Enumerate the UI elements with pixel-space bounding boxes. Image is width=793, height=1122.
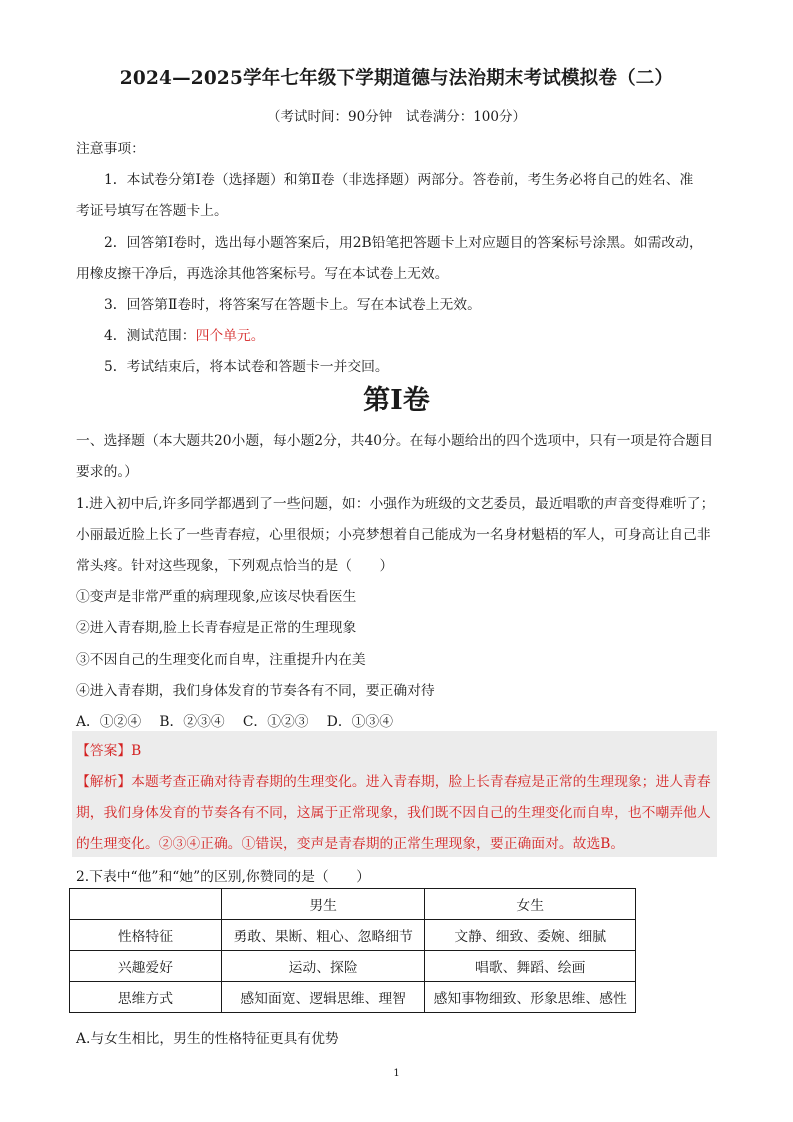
notice-item-4 [104,324,265,344]
q1-stem-b: 小丽最近脸上长了一些青春痘，心里很烦；小亮梦想着自己能成为一名身材魁梧的军人，可身高让自己非 [76,527,711,543]
table-row [70,982,636,1013]
notice-heading: 注意事项： [76,141,145,157]
q2-option-a: A.与女生相比，男生的性格特征更具有优势 [76,1031,339,1047]
table-cell: 思维方式 [70,982,222,1013]
q1-analysis-b: 期，我们身体发育的节奏各有不同，这属于正常现象，我们既不因自己的生理变化而自卑，也不嘲弄他人 [76,805,711,821]
table-row [70,951,636,982]
table-cell: 感知事物细致、形象思维、感性 [425,982,636,1013]
q1-answer-box [72,731,717,857]
exam-subtitle: （考试时间：90分钟 试卷满分：100分） [267,109,526,125]
table-header-cell: 女生 [425,889,636,920]
table-row [70,920,636,951]
q1-analysis-a: 【解析】本题考查正确对待青春期的生理变化。进入青春期，脸上长青春痘是正常的生理现象；进人青春 [76,774,711,790]
q1-choices: A．①②④ B．②③④ C．①②③ D．①③④ [76,714,394,730]
q1-stem-c: 常头疼。针对这些现象，下列观点恰当的是（ ） [76,558,394,574]
notice-item-2a: 2．回答第Ⅰ卷时，选出每小题答案后，用2B铅笔把答题卡上对应题目的答案标号涂黑。如需改动， [104,235,703,251]
table-cell: 感知面宽、逻辑思维、理智 [221,982,425,1013]
page-number: 1 [393,1068,400,1079]
notice-item-2b: 用橡皮擦干净后，再选涂其他答案标号。写在本试卷上无效。 [76,266,449,282]
notice-item-5: 5．考试结束后，将本试卷和答题卡一并交回。 [104,359,389,375]
table-header-row [70,889,636,920]
table-cell: 勇敢、果断、粗心、忽略细节 [221,920,425,951]
notice-item-1a: 1．本试卷分第Ⅰ卷（选择题）和第Ⅱ卷（非选择题）两部分。答卷前，考生务必将自己的姓名、准 [104,172,694,188]
q1-answer: 【答案】B [76,743,142,759]
section-title: 第Ⅰ卷 [363,385,430,416]
q1-statement-3: ③不因自己的生理变化而自卑，注重提升内在美 [76,652,366,668]
q1-statement-1: ①变声是非常严重的病理现象,应该尽快看医生 [76,589,357,605]
q1-statement-4: ④进入青春期，我们身体发育的节奏各有不同，要正确对待 [76,683,435,699]
part1-intro-a: 一、选择题（本大题共20小题，每小题2分，共40分。在每小题给出的四个选项中，只有一项是符合题目 [76,433,714,449]
notice-item-4-label: 4．测试范围： [104,328,196,344]
q1-stem-a: 1.进入初中后,许多同学都遇到了一些问题，如：小强作为班级的文艺委员，最近唱歌的声音变得难听了； [76,496,715,512]
table-header-cell [70,889,222,920]
notice-item-4-value: 四个单元。 [195,328,265,344]
table-cell: 文静、细致、委婉、细腻 [425,920,636,951]
table-cell: 性格特征 [70,920,222,951]
table-cell: 兴趣爱好 [70,951,222,982]
table-cell: 唱歌、舞蹈、绘画 [425,951,636,982]
table-cell: 运动、探险 [221,951,425,982]
q2-comparison-table [69,888,636,1013]
q1-statement-2: ②进入青春期,脸上长青春痘是正常的生理现象 [76,620,357,636]
q2-stem: 2.下表中“他”和“她”的区别,你赞同的是（ ） [76,869,371,885]
notice-item-3: 3．回答第Ⅱ卷时，将答案写在答题卡上。写在本试卷上无效。 [104,297,481,313]
exam-title: 2024—2025学年七年级下学期道德与法治期末考试模拟卷（二） [119,68,674,89]
q1-analysis-c: 的生理变化。②③④正确。①错误，变声是青春期的正常生理现象，要正确面对。故选B。 [76,836,625,852]
table-header-cell: 男生 [221,889,425,920]
part1-intro-b: 要求的。） [76,464,139,480]
notice-item-1b: 考证号填写在答题卡上。 [76,203,228,219]
